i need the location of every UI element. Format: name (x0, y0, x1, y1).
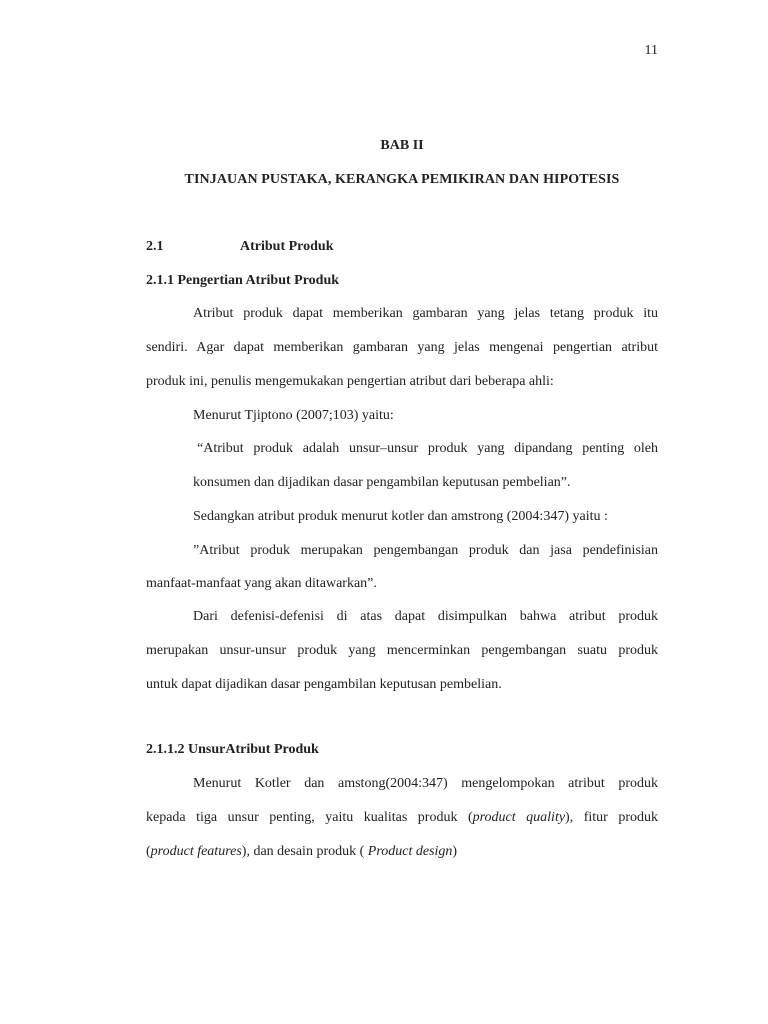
quote-line: konsumen dan dijadikan dasar pengambilan keputusan pembelian”. (193, 475, 571, 490)
quote-line: ”Atribut produk merupakan pengembangan produk dan jasa pendefinisian (193, 543, 658, 558)
text-span: ), fitur produk (565, 810, 658, 825)
paragraph-line: Atribut produk dapat memberikan gambaran yang jelas tetang produk itu (193, 306, 658, 321)
section-number: 2.1 (146, 239, 164, 254)
text-span: ) (452, 844, 458, 859)
italic-term: product quality (472, 810, 566, 825)
quote-line: manfaat-manfaat yang akan ditawarkan”. (146, 576, 377, 591)
chapter-title: TINJAUAN PUSTAKA, KERANGKA PEMIKIRAN DAN HIPOTESIS (184, 172, 620, 187)
chapter-label: BAB II (380, 138, 424, 153)
paragraph-line: merupakan unsur-unsur produk yang mencerminkan pengembangan suatu produk (146, 643, 658, 658)
page-number: 11 (644, 43, 658, 58)
paragraph-line (146, 844, 457, 860)
quote-line: “Atribut produk adalah unsur–unsur produk yang dipandang penting oleh (197, 441, 658, 456)
paragraph-line: sendiri. Agar dapat memberikan gambaran yang jelas mengenai pengertian atribut (146, 340, 658, 355)
italic-term: Product design (367, 844, 453, 859)
paragraph-line: Menurut Kotler dan amstong(2004:347) mengelompokan atribut produk (193, 776, 658, 791)
subsubsection-heading: 2.1.1.2 UnsurAtribut Produk (146, 742, 319, 757)
subsection-heading: 2.1.1 Pengertian Atribut Produk (146, 273, 340, 288)
paragraph-line (146, 810, 658, 826)
section-heading (146, 239, 333, 255)
paragraph-line: untuk dapat dijadikan dasar pengambilan keputusan pembelian. (146, 677, 502, 692)
paragraph-line: Sedangkan atribut produk menurut kotler dan amstrong (2004:347) yaitu : (193, 509, 608, 524)
paragraph-line: Dari defenisi-defenisi di atas dapat disimpulkan bahwa atribut produk (193, 609, 658, 624)
paragraph-line: produk ini, penulis mengemukakan pengertian atribut dari beberapa ahli: (146, 374, 554, 389)
text-span: ( (146, 844, 151, 859)
italic-term: product features (150, 844, 242, 859)
text-span: kepada tiga unsur penting, yaitu kualitas produk ( (146, 810, 473, 825)
text-span: ), dan desain produk ( (241, 844, 368, 859)
paragraph-line: Menurut Tjiptono (2007;103) yaitu: (193, 408, 394, 423)
section-title: Atribut Produk (240, 239, 334, 254)
